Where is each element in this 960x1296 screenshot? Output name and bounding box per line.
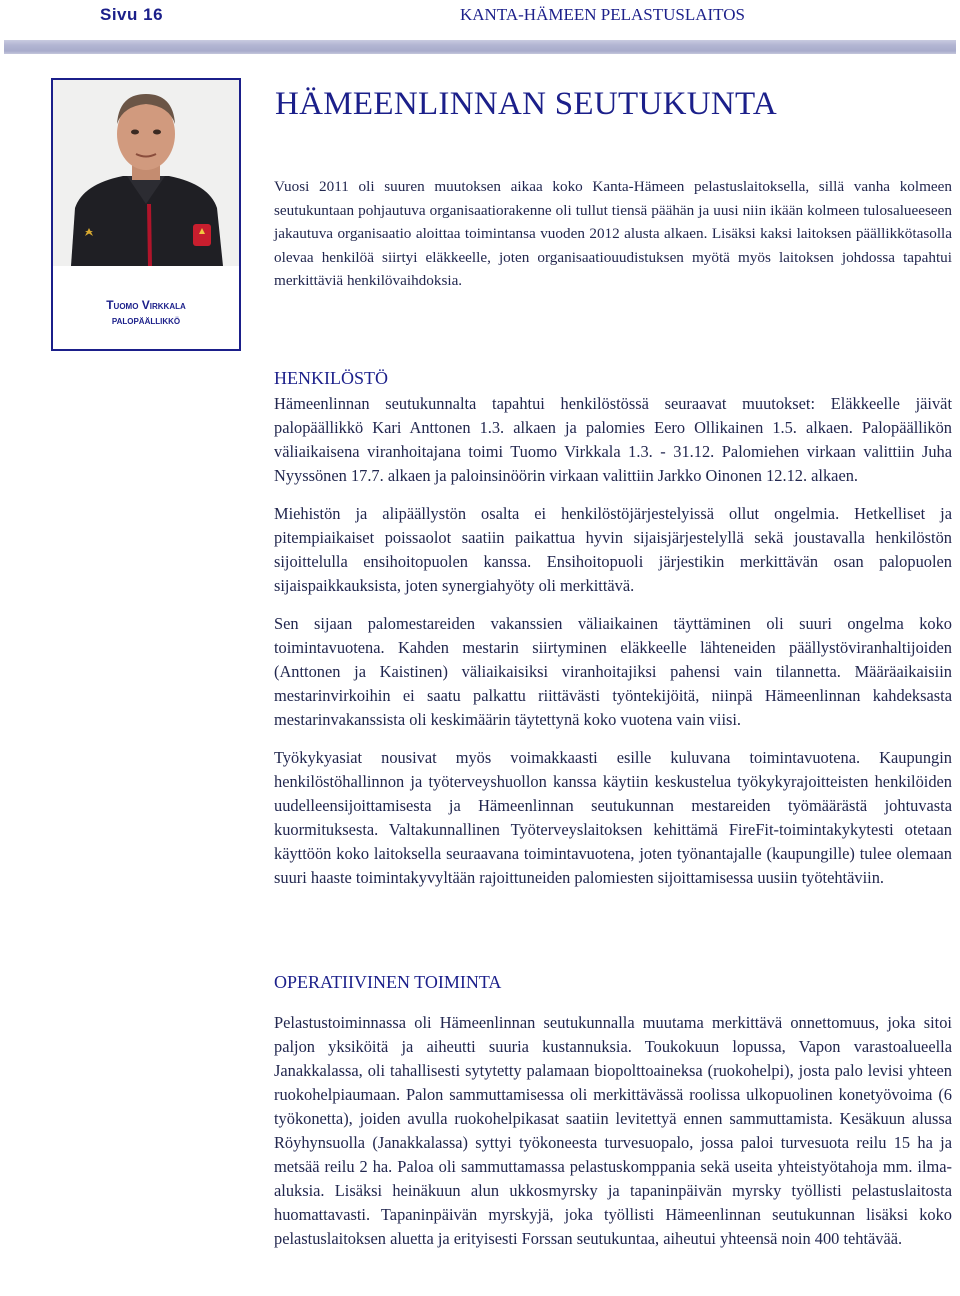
running-title: KANTA-HÄMEEN PELASTUSLAITOS <box>460 5 745 24</box>
paragraph: Pelastustoiminnassa oli Hämeenlinnan seutukunnalla muutama merkittävä onnettomuus, joka sitoi paljon yksiköitä ja aiheutti suuria kustannuksia. Toukokuun lopussa, Vapon varastoalueella Janakkalassa, oli tahallisesti sytytetty palamaan biopolttoaineksa (ruokohelpi), josta palo levisi yhteen ruokohelpiaumaan. Palon sammuttamisessa oli merkittävässä roolissa ulkopuolinen konetyövoima (6 työkonetta), joiden avulla ruokohelpikasat saatiin levitettyä ennen sammuttamista. Kesäkuun alussa Röyhynsuolla (Janakkalassa) syttyi työkoneesta turvesuopalo, jossa paloi turvesuota reilu 15 ha ja metsää reilu 2 ha. Paloa oli sammuttamassa pelastuskomppania sekä useita yhteistyötahoja mm. ilma-aluksia. Lisäksi heinäkuun alun ukkosmyrsky ja tapaninpäivän myrsky työllisti pelastuslaitosta huomattavasti. Tapaninpäivän myrskyjä, joka työllisti Hämeenlinnan seutukunnan lisäksi koko pelastuslaitoksen aluetta ja erityisesti Forssan seutukuntaa, aiheutui yhteensä noin 400 tehtävää. <box>274 1013 952 1248</box>
section-henkilosto-body <box>274 392 952 890</box>
section-heading-operatiivinen: OPERATIIVINEN TOIMINTA <box>274 972 502 992</box>
portrait-caption <box>53 298 239 328</box>
paragraph: Sen sijaan palomestareiden vakanssien väliaikainen täyttäminen oli suuri ongelma koko toimintavuotena. Kahden mestarin siirtyminen eläkkeelle lähteneiden päällystöviranhaltijoiden (Anttonen ja Kaistinen) väliaikaisiksi viranhoitajiksi pahensi vain tilannetta. Määräaikaisiin mestarinvirkoihin ei saatu palkattu riittävästi työntekijöitä, niinpä Hämeenlinnan kahdeksasta mestarinvakanssista oli keskimäärin täytettynä koko vuotena vain viisi. <box>274 614 952 729</box>
intro-paragraph-block <box>274 175 952 293</box>
header-rule <box>4 40 956 54</box>
portrait-photo <box>53 80 239 266</box>
page-title: HÄMEENLINNAN SEUTUKUNTA <box>275 86 777 122</box>
caption-role: palopäällikkö <box>111 313 181 327</box>
portrait-box <box>51 78 241 351</box>
section-operatiivinen-body <box>274 1011 952 1251</box>
page-header <box>0 0 960 46</box>
person-portrait-image <box>53 80 239 266</box>
caption-name: Tuomo Virkkala <box>106 298 186 312</box>
page-number: Sivu 16 <box>100 5 164 24</box>
intro-paragraph: Vuosi 2011 oli suuren muutoksen aikaa koko Kanta-Hämeen pelastuslaitoksella, sillä vanha kolmeen seutukuntaan pohjautuva organisaatiorakenne oli tullut tiensä päähän ja uusi niin ikään kolmeen tulosalueeseen jakautuva organisaatio aloittaa toimintansa vuoden 2012 alusta alkaen. Lisäksi kaksi laitoksen päällikkötasolla olevaa henkilöä siirtyi eläkkeelle, joten organisaatiouudistuksen myötä myös laitoksen johdossa tapahtui merkittäviä henkilövaihdoksia. <box>274 178 952 289</box>
paragraph: Miehistön ja alipäällystön osalta ei henkilöstöjärjestelyissä ollut ongelmia. Hetkelliset ja pitempiaikaiset poissaolot saatiin paikattua hyvin sijaisjärjestelyllä sekä joustavalla henkilöstön sijoittelulla ensihoitopuolen kanssa. Ensihoitopuoli järjestikin merkittävän osan palopuolen sijaispaikkauksista, joten synergiahyöty oli merkittävä. <box>274 504 952 595</box>
paragraph: Hämeenlinnan seutukunnalta tapahtui henkilöstössä seuraavat muutokset: Eläkkeelle jäivät palopäällikkö Kari Anttonen 1.3. alkaen ja palomies Eero Ollikainen 1.5. alkaen. Palopäällikön väliaikaisena viranhoitajana toimi Tuomo Virkkala 1.3. - 31.12. Palomiehen virkaan valittiin Juha Nyyssönen 17.7. alkaen ja paloinsinöörin virkaan valittiin Jarkko Oinonen 12.12. alkaen. <box>274 394 952 485</box>
section-heading-henkilosto: HENKILÖSTÖ <box>274 368 388 388</box>
paragraph: Työkykyasiat nousivat myös voimakkaasti esille kuluvana toimintavuotena. Kaupungin henkilöstöhallinnon ja työterveyshuollon kanssa käytiin keskustelua työkykyrajoitteisten henkilöiden uudelleensijoittamisesta ja Hämeenlinnan seutukunnan mestareiden työmäärästä johtuvasta kuormituksesta. Valtakunnallinen Työterveyslaitoksen kehittämä FireFit-toimintakykytesti otetaan käyttöön koko laitoksella seuraavana toimintavuotena, joten työnantajalle (kaupungille) tulee olemaan suuri haaste toimintakyvyltään rajoittuneiden palomiesten sijoittamisessa uusiin työtehtäviin. <box>274 748 952 887</box>
